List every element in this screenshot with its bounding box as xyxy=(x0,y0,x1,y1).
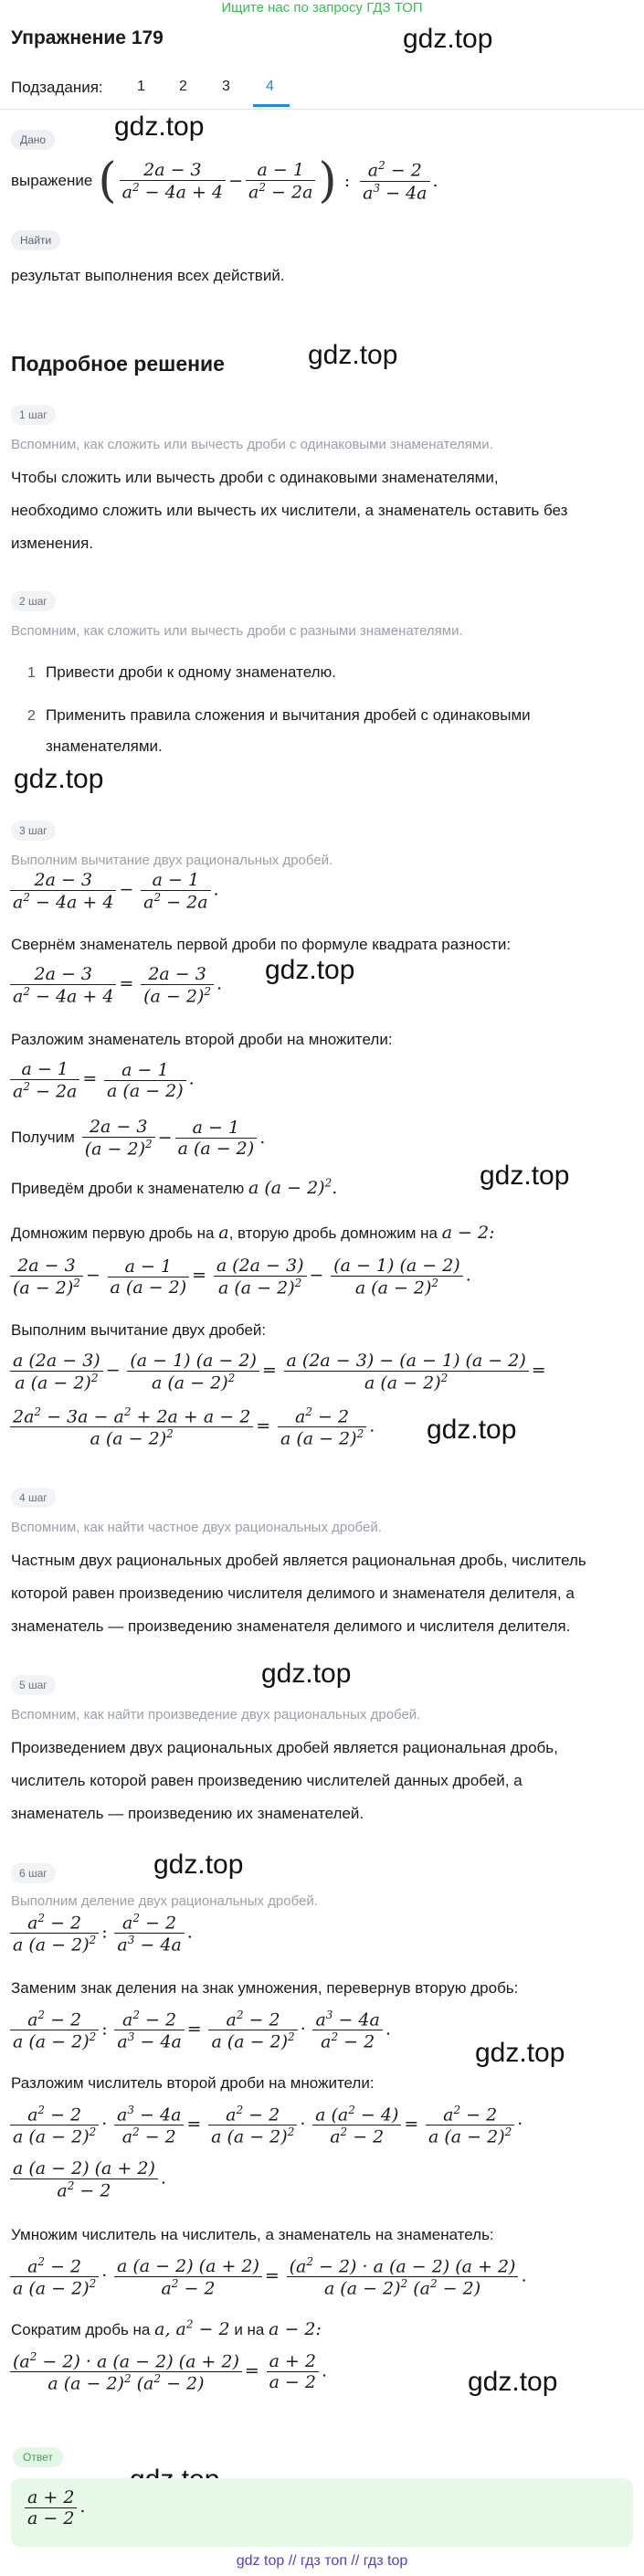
page-title: Упражнение 179 xyxy=(11,27,164,48)
math-formula: $\frac{2a - 3}{a^2 - 4a + 4}$ = $\frac{2a - 3}{(a - 2)^2}$ . xyxy=(7,964,222,1006)
step-4-line: Частным двух рациональных дробей является рациональная дробь, числитель xyxy=(11,1552,586,1569)
step-2-label: 2 шаг xyxy=(11,591,56,611)
given-label: Дано xyxy=(11,130,55,150)
math-formula: Сократим дробь на a, $a^2 - 2$ и на a − 2: xyxy=(11,2317,322,2339)
step-4-hint: Вспомним, как найти частное двух рациональных дробей. xyxy=(11,1520,382,1535)
step-3-text: , вторую дробь домножим на xyxy=(228,1224,438,1242)
step-5-label: 5 шаг xyxy=(11,1675,56,1695)
step-4-line: знаменатель — произведению знаменателя делимого и числителя делителя. xyxy=(11,1617,571,1635)
math-formula: $\frac{2a - 3}{(a - 2)^2}$ − $\frac{a - 1}{a (a - 2)}$ = $\frac{a (2a - 3)}{a (a - 2)^2}$ − $\frac{(a - 1) (a - 2)}{a (a - 2)^2}$ . xyxy=(7,1256,471,1298)
step-3-text: Домножим первую дробь на xyxy=(11,1224,215,1242)
math-formula: Получим $\frac{2a - 3}{(a - 2)^2}$ − $\frac{a - 1}{a (a - 2)}$ . xyxy=(11,1117,266,1160)
math-formula: $\frac{a^2 - 2}{a (a - 2)^2}$ · $\frac{a (a - 2) (a + 2)}{a^2 - 2}$ = $\frac{(a^2 - 2) \cdot a (a - 2) (a + 2)}{a (a - 2)^2 (a^2 - 2)}$ . xyxy=(7,2255,527,2299)
step-3-text: Получим xyxy=(11,1129,75,1147)
step-6-text: Сократим дробь на xyxy=(11,2321,151,2338)
subtask-tab-4[interactable]: 4 xyxy=(266,79,274,94)
answer-box xyxy=(11,2478,633,2547)
watermark: gdz.top xyxy=(261,1659,352,1689)
watermark: gdz.top xyxy=(308,340,398,370)
expression-prefix: выражение xyxy=(11,172,93,189)
math-formula: $\frac{a - 1}{a^2 - 2a}$ = $\frac{a - 1}{a (a - 2)}$ . xyxy=(7,1059,195,1101)
watermark: gdz.top xyxy=(480,1161,570,1191)
step-1-label: 1 шаг xyxy=(11,405,56,425)
list-number: 2 xyxy=(27,708,36,724)
math-formula: $\frac{a (2a - 3)}{a (a - 2)^2}$ − $\frac{(a - 1) (a - 2)}{a (a - 2)^2}$ = $\frac{a (2a - 3) - (a - 1) (a - 2)}{a (a - 2)^2}$ = xyxy=(7,1351,546,1393)
step-1-line: Чтобы сложить или вычесть дроби с одинаковыми знаменателями, xyxy=(11,469,499,486)
step-1-hint: Вспомним, как сложить или вычесть дроби с одинаковыми знаменателями. xyxy=(11,437,493,452)
step-4-line: которой равен произведению числителя делимого и знаменателя делителя, а xyxy=(11,1585,575,1602)
math-formula: $\frac{a^2 - 2}{a (a - 2)^2}$ : $\frac{a^2 - 2}{a^3 - 4a}$ = $\frac{a^2 - 2}{a (a - 2)^2}$ · $\frac{a^3 - 4a}{a^2 - 2}$ . xyxy=(7,2009,391,2052)
subtask-tab-1[interactable]: 1 xyxy=(137,79,145,94)
step-1-line: необходимо сложить или вычесть их числители, а знаменатель оставить без xyxy=(11,502,568,519)
subtask-tab-3[interactable]: 3 xyxy=(222,79,230,94)
step-6-hint: Выполним деление двух рациональных дробей. xyxy=(11,1893,318,1909)
watermark: gdz.top xyxy=(265,955,355,985)
subtasks-label: Подзадания: xyxy=(11,79,103,96)
find-text: результат выполнения всех действий. xyxy=(11,267,285,284)
watermark: gdz.top xyxy=(403,24,493,54)
step-3-text: Свернём знаменатель первой дроби по формуле квадрата разности: xyxy=(11,936,512,953)
find-label: Найти xyxy=(11,230,60,250)
step-4-label: 4 шаг xyxy=(11,1488,56,1508)
watermark: gdz.top xyxy=(114,111,205,142)
step-3-text: Приведём дроби к знаменателю xyxy=(11,1180,245,1197)
math-formula: Домножим первую дробь на a, вторую дробь домножим на a − 2: xyxy=(11,1223,495,1243)
solution-title: Подробное решение xyxy=(11,352,225,376)
given-expression: выражение ( $\frac{2a - 3}{a^2 - 4a + 4}$ − $\frac{a - 1}{a^2 - 2a}$ ) : $\frac{a^2 - 2}{a^3 - 4a}$ . xyxy=(11,154,438,208)
step-1-line: изменения. xyxy=(11,535,94,552)
answer-label: Ответ xyxy=(13,2447,63,2467)
math-formula: $\frac{(a^2 - 2) \cdot a (a - 2) (a + 2)}{a (a - 2)^2 (a^2 - 2)}$ = $\frac{a + 2}{a - 2}$ . xyxy=(7,2350,327,2394)
math-formula: $\frac{a^2 - 2}{a (a - 2)^2}$ · $\frac{a^3 - 4a}{a^2 - 2}$ = $\frac{a^2 - 2}{a (a - 2)^2}$ · $\frac{a (a^2 - 4)}{a^2 - 2}$ = $\frac{a^2 - 2}{a (a - 2)^2}$ · xyxy=(7,2104,523,2147)
footer-links[interactable]: gdz top // гдз топ // гдз top xyxy=(236,2553,408,2569)
list-item: Привести дроби к одному знаменателю. xyxy=(46,663,336,681)
list-number: 1 xyxy=(27,665,36,681)
subtask-tab-2[interactable]: 2 xyxy=(179,79,187,94)
math-formula: Приведём дроби к знаменателю a $(a - 2)^2$. xyxy=(11,1176,338,1198)
math-formula: $\frac{a (a - 2) (a + 2)}{a^2 - 2}$ . xyxy=(7,2158,166,2200)
math-formula: $\frac{2a^2 - 3a - a^2 + 2a + a - 2}{a (a - 2)^2}$ = $\frac{a^2 - 2}{a (a - 2)^2}$ . xyxy=(7,1405,375,1449)
watermark: gdz.top xyxy=(427,1415,517,1445)
watermark: gdz.top xyxy=(475,2038,565,2068)
watermark: gdz.top xyxy=(468,2367,558,2397)
top-search-link[interactable]: Ищите нас по запросу ГДЗ ТОП xyxy=(221,0,423,16)
step-5-line: числитель которой равен произведению числителей данных дробей, а xyxy=(11,1772,523,1789)
step-5-hint: Вспомним, как найти произведение двух рациональных дробей. xyxy=(11,1707,421,1723)
divider xyxy=(0,109,644,110)
step-6-text: Заменим знак деления на знак умножения, перевернув вторую дробь: xyxy=(11,1979,519,1997)
list-item-cont: знаменателями. xyxy=(46,737,163,755)
step-6-label: 6 шаг xyxy=(11,1863,56,1883)
step-5-line: знаменатель — произведению их знаменателей. xyxy=(11,1805,364,1822)
watermark: gdz.top xyxy=(14,764,104,794)
math-formula: $\frac{a^2 - 2}{a (a - 2)^2}$ : $\frac{a^2 - 2}{a^3 - 4a}$ . xyxy=(7,1912,193,1956)
step-5-line: Произведением двух рациональных дробей является рациональная дробь, xyxy=(11,1739,558,1756)
step-6-text: Умножим числитель на числитель, а знаменатель на знаменатель: xyxy=(11,2226,494,2243)
step-3-label: 3 шаг xyxy=(11,821,56,841)
step-2-hint: Вспомним, как сложить или вычесть дроби с разными знаменателями. xyxy=(11,623,463,639)
step-6-text: Разложим числитель второй дроби на множители: xyxy=(11,2074,375,2092)
list-item: Применить правила сложения и вычитания дробей с одинаковыми xyxy=(46,706,531,724)
watermark: gdz.top xyxy=(153,1850,244,1880)
math-formula: $\frac{2a - 3}{a^2 - 4a + 4}$ − $\frac{a - 1}{a^2 - 2a}$ . xyxy=(7,870,219,912)
active-tab-indicator xyxy=(253,104,290,107)
step-3-text: Разложим знаменатель второй дроби на множители: xyxy=(11,1031,393,1048)
step-3-text: Выполним вычитание двух дробей: xyxy=(11,1321,267,1339)
step-3-hint: Выполним вычитание двух рациональных дробей. xyxy=(11,853,333,868)
answer-value: $\frac{a + 2}{a - 2}$ . xyxy=(22,2487,85,2528)
